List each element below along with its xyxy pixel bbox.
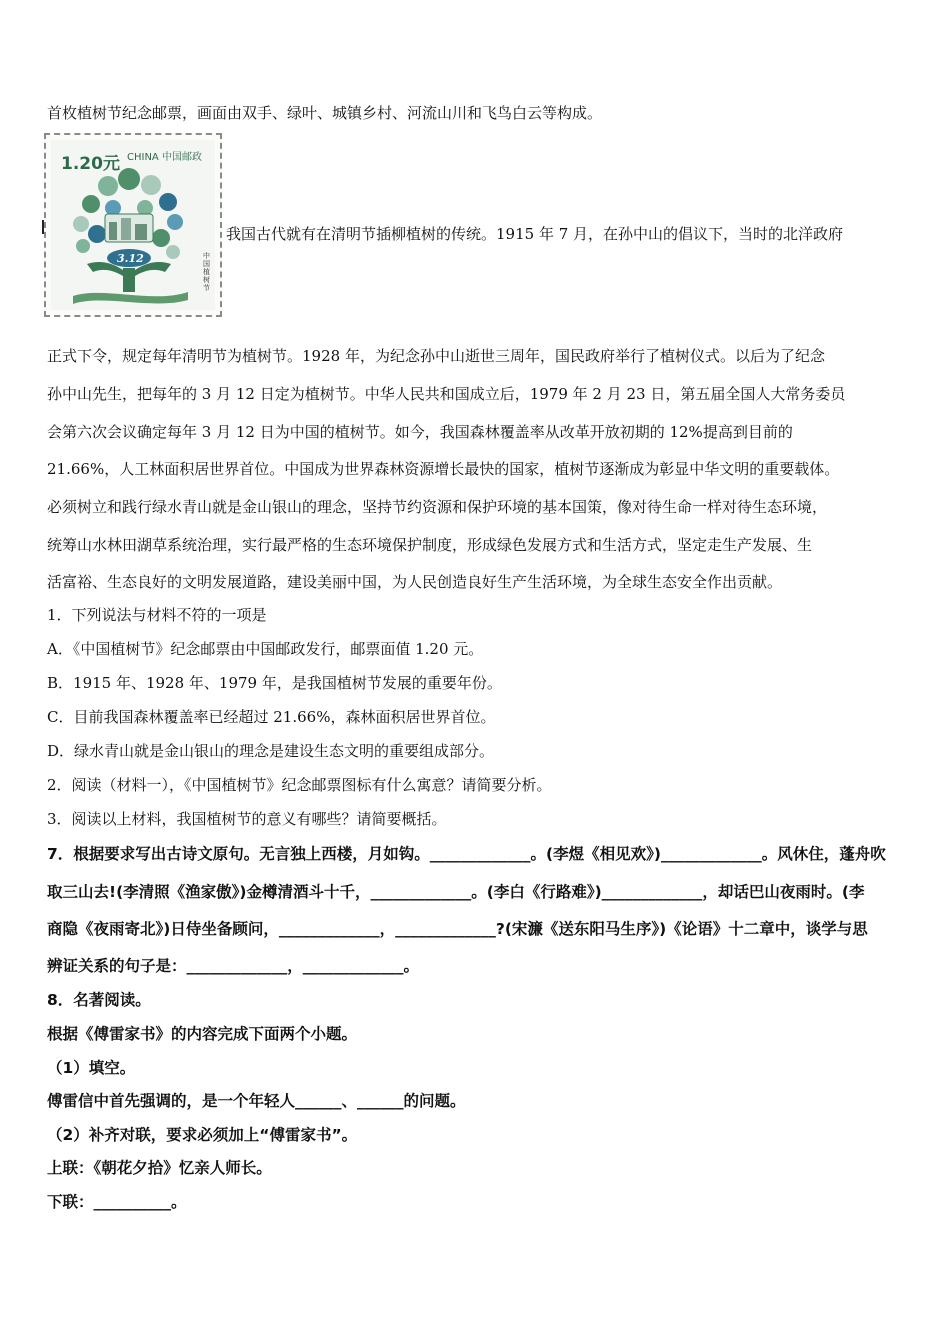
paragraph-line: 活富裕、生态良好的文明发展道路，建设美丽中国，为人民创造良好生产生活环境，为全球生态安全作出贡献。 <box>47 573 783 591</box>
paragraph-line: 正式下令，规定每年清明节为植树节。1928 年，为纪念孙中山逝世三周年，国民政府举行了植树仪式。以后为了纪念 <box>47 347 825 365</box>
stamp-denomination: 1.20元 <box>61 154 120 174</box>
question-7-line: 商隐《夜雨寄北》)日侍坐备顾问，_____________，_____________?(宋濂《送东阳马生序》)《论语》十二章中，谈学与思 <box>47 920 868 938</box>
question-7-line: 辨证关系的句子是：_____________，_____________。 <box>47 957 420 975</box>
option-d: D．绿水青山就是金山银山的理念是建设生态文明的重要组成部分。 <box>47 742 495 760</box>
stamp-face <box>51 140 215 310</box>
question-1: 1．下列说法与材料不符的一项是 <box>47 606 267 624</box>
beside-stamp-text: 我国古代就有在清明节插柳植树的传统。1915 年 7 月，在孙中山的倡议下，当时的北洋政府 <box>226 225 844 243</box>
sub-question-1: （1）填空。 <box>47 1059 136 1077</box>
paragraph-line: 会第六次会议确定每年 3 月 12 日为中国的植树节。如今，我国森林覆盖率从改革开放初期的 12%提高到目前的 <box>47 423 793 441</box>
question-7-line: 7．根据要求写出古诗文原句。无言独上西楼，月如钩。_____________。(李煜《相见欢》)_____________。风休住，蓬舟吹 <box>47 845 886 863</box>
option-c: C．目前我国森林覆盖率已经超过 21.66%，森林面积居世界首位。 <box>47 708 496 726</box>
couplet-second: 下联：__________。 <box>47 1193 187 1211</box>
tree-illustration <box>53 164 203 309</box>
stamp-date: 3.12 <box>117 252 144 265</box>
paragraph-line: 孙中山先生，把每年的 3 月 12 日定为植树节。中华人民共和国成立后，1979 年 2 月 23 日，第五届全国人大常务委员 <box>47 385 846 403</box>
paragraph-line: 必须树立和践行绿水青山就是金山银山的理念，坚持节约资源和保护环境的基本国策，像对待生命一样对待生态环境， <box>47 498 828 516</box>
leaf-crown <box>73 168 183 259</box>
question-2: 2．阅读（材料一），《中国植树节》纪念邮票图标有什么寓意？请简要分析。 <box>47 776 552 794</box>
fill-blank-line: 傅雷信中首先强调的，是一个年轻人______、______的问题。 <box>47 1092 466 1110</box>
stamp-country: CHINA 中国邮政 <box>127 152 202 163</box>
intro-line: 首枚植树节纪念邮票，画面由双手、绿叶、城镇乡村、河流山川和飞鸟白云等构成。 <box>47 104 603 122</box>
stamp-vertical-title: 中国植树节 <box>203 252 210 292</box>
paragraph-line: 21.66%，人工林面积居世界首位。中国成为世界森林资源增长最快的国家，植树节逐渐成为彰显中华文明的重要载体。 <box>47 460 840 478</box>
question-7-line: 取三山去!(李清照《渔家傲》)金樽清酒斗十千，_____________。(李白《行路难》)_____________，却话巴山夜雨时。(李 <box>47 883 865 901</box>
question-8-instruction: 根据《傅雷家书》的内容完成下面两个小题。 <box>47 1025 358 1043</box>
commemorative-stamp <box>44 133 222 317</box>
option-a: A．《中国植树节》纪念邮票由中国邮政发行，邮票面值 1.20 元。 <box>47 640 484 658</box>
option-b: B．1915 年、1928 年、1979 年，是我国植树节发展的重要年份。 <box>47 674 502 692</box>
question-3: 3．阅读以上材料，我国植树节的意义有哪些？请简要概括。 <box>47 810 447 828</box>
sub-question-2: （2）补齐对联，要求必须加上“傅雷家书”。 <box>47 1126 358 1144</box>
question-8-title: 8．名著阅读。 <box>47 991 151 1009</box>
paragraph-line: 统筹山水林田湖草系统治理，实行最严格的生态环境保护制度，形成绿色发展方式和生活方式，坚定走生产发展、生 <box>47 536 813 554</box>
couplet-first: 上联：《朝花夕拾》忆亲人师长。 <box>47 1159 272 1177</box>
